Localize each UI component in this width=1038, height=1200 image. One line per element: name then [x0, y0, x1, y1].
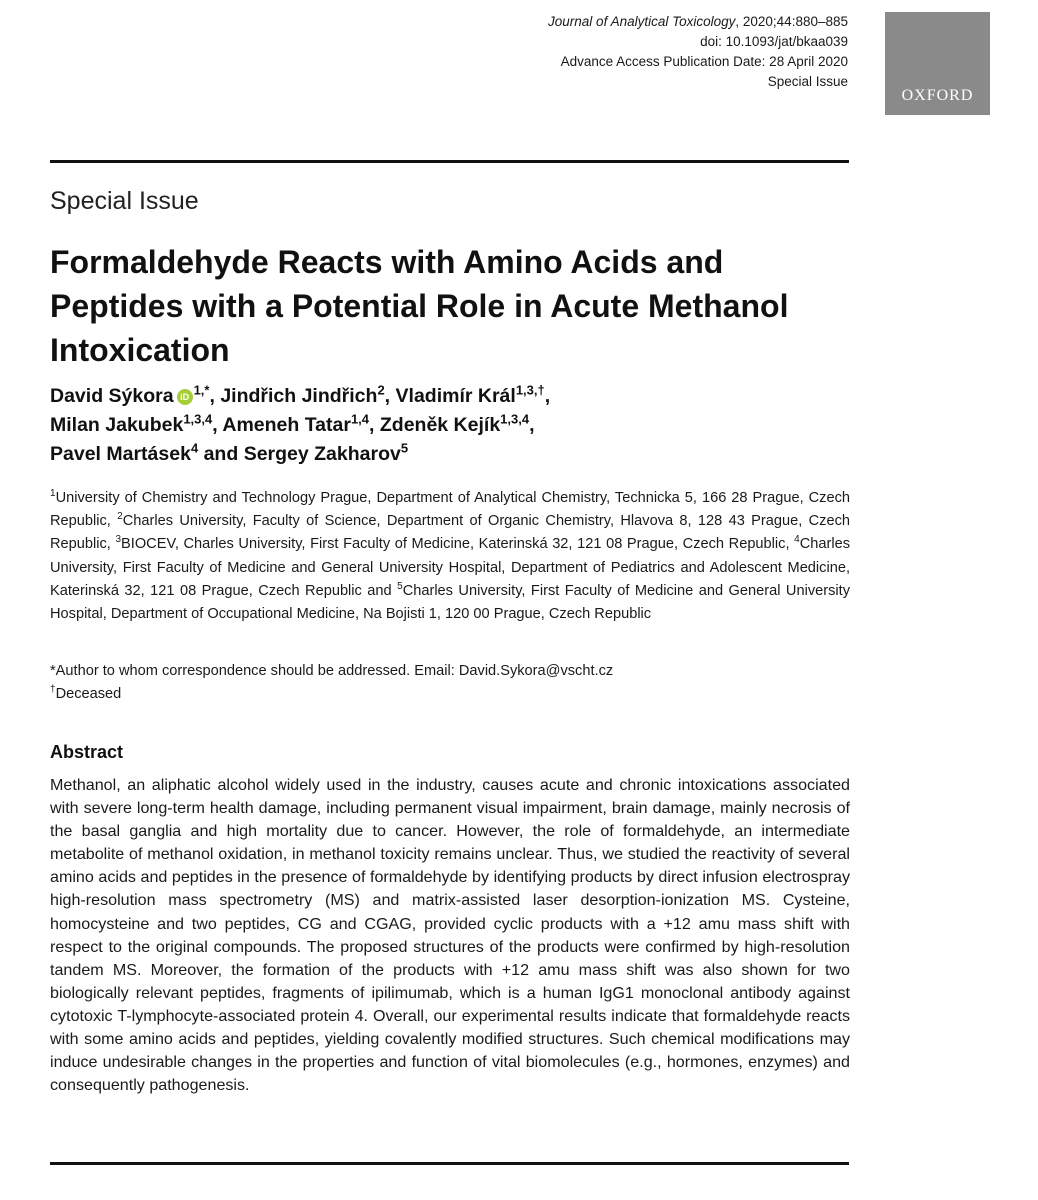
author-name[interactable]: Milan Jakubek: [50, 414, 184, 436]
author-name[interactable]: Sergey Zakharov: [243, 443, 401, 465]
author-affiliation-marker: 4: [190, 440, 199, 456]
affiliation: BIOCEV, Charles University, First Faculty of Medicine, Katerinská 32, 121 08 Prague, Czech Republic,: [121, 536, 795, 553]
abstract-body: Methanol, an aliphatic alcohol widely used in the industry, causes acute and chronic intoxications associated with severe long-term health damage, including permanent visual impairment, brain damage, mainly necrosis of the basal ganglia and high mortality due to cancer. However, the role of formaldehyde, an intermediate metabolite of methanol oxidation, in methanol toxicity remains unclear. Thus, we studied the reactivity of several amino acids and peptides in the presence of formaldehyde by identifying products by direct infusion electrospray high-resolution mass spectrometry (MS) and matrix-assisted laser desorption-ionization MS. Cysteine, homocysteine and two peptides, CG and CGAG, provided cyclic products with a +12 amu mass shift with respect to the original compounds. The proposed structures of the products were confirmed by high-resolution tandem MS. Moreover, the formation of the products with +12 amu mass shift was also shown for two biologically relevant peptides, fragments of ipilimumab, which is a human IgG1 monoclonal antibody against cytotoxic T-lymphocyte-associated protein 4. Overall, our experimental results indicate that formaldehyde reacts with some amino acids and peptides, yielding covalently modified structures. Such chemical modifications may induce undesirable changes in the properties and function of vital biomolecules (e.g., hormones, enzymes) and consequently pathogenesis.: [50, 776, 850, 1095]
article-metadata: [548, 12, 848, 92]
affiliation: Charles University, First Faculty of Medicine and General University Hospital, Department of Occupational Medicine, Na Bojisti 1, 120 00 Prague, Czech Republic: [50, 582, 850, 623]
author-affiliation-marker: 1,*: [193, 382, 210, 398]
author-name[interactable]: Pavel Martásek: [50, 443, 191, 465]
affiliations: $^1$University of Chemistry and Technology Prague, Department of Analytical Chemistry, Technicka 5, 166 28 Prague, Czech Republic, $^2$Charles University, Faculty of Science, Department of Organic Chemistry, Hlavova 8, 128 43 Prague, Czech Republic, $^3$BIOCEV, Charles University, First Faculty of Medicine, Katerinská 32, 121 08 Prague, Czech Republic, $^4$Charles University, First Faculty of Medicine and General University Hospital, Department of Pediatrics and Adolescent Medicine, Katerinská 32, 121 08 Prague, Czech Republic and $^5$Charles University, First Faculty of Medicine and General University Hospital, Department of Occupational Medicine, Na Bojisti 1, 120 00 Prague, Czech Republic: [50, 488, 850, 623]
article-title: Formaldehyde Reacts with Amino Acids and Peptides with a Potential Role in Acute Methanol Intoxication: [50, 244, 789, 368]
author-list: David Sýkora iD $^{1,*}$, Jindřich Jindřich$^2$, Vladimír Král$^{1,3,\dagger}$, Milan Jakubek$^{1,3,4}$, Ameneh Tatar$^{1,4}$, Zdeněk Kejík$^{1,3,4}$, Pavel Martásek$^4$ and Sergey Zakharov$^5$: [50, 382, 551, 465]
author-name[interactable]: Zdeněk Kejík: [379, 414, 501, 436]
author-name[interactable]: David Sýkora: [50, 385, 174, 407]
oxford-logo[interactable]: OXFORD: [885, 12, 990, 115]
section-label: Special Issue: [50, 187, 199, 215]
journal-citation: [548, 12, 848, 32]
abstract-heading: Abstract: [50, 742, 124, 762]
author-affiliation-marker: 2: [377, 382, 385, 398]
issue-type: Special Issue: [767, 74, 848, 89]
corresponding-author: *Author to whom correspondence should be addressed. Email: David.Sykora@vscht.cz: [50, 663, 614, 679]
publication-date: Advance Access Publication Date: 28 April 2020: [560, 54, 848, 69]
bottom-divider: [50, 1162, 849, 1165]
deceased-note: †Deceased: [50, 684, 122, 702]
author-affiliation-marker: 1,3,†: [515, 382, 545, 398]
top-divider: [50, 160, 849, 163]
doi[interactable]: doi: 10.1093/jat/bkaa039: [700, 34, 848, 49]
affiliation: Charles University, First Faculty of Medicine and General University Hospital, Department of Pediatrics and Adolescent Medicine, Katerinská 32, 121 08 Prague, Czech Republic and: [50, 536, 850, 599]
author-affiliation-marker: 1,3,4: [500, 411, 530, 427]
correspondence-note: [50, 660, 613, 706]
affiliation: Charles University, Faculty of Science, Department of Organic Chemistry, Hlavova 8, 128 43 Prague, Czech Republic,: [50, 513, 850, 553]
author-name[interactable]: Ameneh Tatar: [222, 414, 351, 436]
author-name[interactable]: Vladimír Král: [395, 385, 516, 407]
author-name[interactable]: Jindřich Jindřich: [220, 385, 378, 407]
author-affiliation-marker: 1,3,4: [183, 411, 213, 427]
author-affiliation-marker: 1,4: [350, 411, 370, 427]
orcid-icon[interactable]: iD: [177, 389, 193, 405]
citation-volume-pages: , 2020;44:880–885: [735, 14, 848, 29]
journal-name[interactable]: Journal of Analytical Toxicology: [548, 14, 736, 29]
author-affiliation-marker: 5: [400, 440, 409, 456]
affiliation: University of Chemistry and Technology Prague, Department of Analytical Chemistry, Technicka 5, 166 28 Prague, Czech Republic,: [50, 490, 850, 530]
